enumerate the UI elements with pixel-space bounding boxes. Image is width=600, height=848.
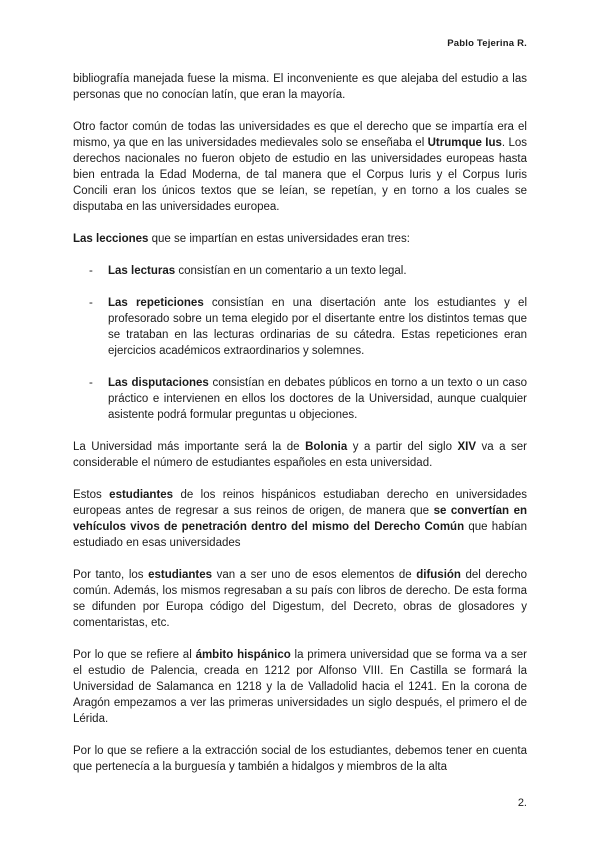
term-utrumque-ius: Utrumque Ius — [427, 137, 502, 149]
document-body — [73, 71, 527, 791]
paragraph-extraccion-social: Por lo que se refiere a la extracción social de los estudiantes, debemos tener en cuenta que pertenecía a la burguesía y también a hidalgos y miembros de la alta — [73, 745, 527, 773]
paragraph-factor-comun: Otro factor común de todas las universidades es que el derecho que se impartía era el mismo, ya que en las universidades medievales solo se enseñaba el Utrumque Ius. Los derechos nacionales no fueron objeto de estudio en las universidades europeas hasta bien entrada la Edad Moderna, de tal manera que el Corpus Iuris y el Corpus Iuris Concili eran los únicos textos que se leían, se repetían, y en torno a los cuales se disputaba en las universidades europea. — [73, 121, 527, 213]
list-item-lecturas: - Las lecturas consistían en un comentario a un texto legal. — [89, 265, 407, 277]
paragraph-bolonia: La Universidad más importante será la de Bolonia y a partir del siglo XIV va a ser considerable el número de estudiantes españoles en esta universidad. — [73, 441, 527, 469]
paragraph-bibliografia: bibliografía manejada fuese la misma. El inconveniente es que alejaba del estudio a las personas que no conocían latín, que eran la mayoría. — [73, 73, 527, 101]
page-number: 2. — [517, 797, 527, 809]
paragraph-difusion: Por tanto, los estudiantes van a ser uno de esos elementos de difusión del derecho común. Además, los mismos regresaban a su país con libros de derecho. De esta forma se difunden por Europa código del Digestum, del Decreto, obras de glosadores y comentaristas, etc. — [73, 569, 527, 629]
page-header-author: Pablo Tejerina R. — [447, 38, 527, 49]
paragraph-lecciones-intro: Las lecciones que se impartían en estas universidades eran tres: — [73, 233, 410, 245]
bullet-dash: - — [89, 377, 93, 389]
list-item-disputaciones: - Las disputaciones consistían en debates públicos en torno a un texto o un caso práctico e intervienen en ellos los doctores de la Universidad, aunque cualquier asistente podrá formular preguntas u objeciones. — [89, 377, 527, 421]
bullet-dash: - — [89, 297, 93, 309]
term-lecciones: Las lecciones — [73, 233, 149, 245]
paragraph-ambito-hispanico: Por lo que se refiere al ámbito hispánico la primera universidad que se forma va a ser el estudio de Palencia, creada en 1212 por Alfonso VIII. En Castilla se formará la Universidad de Salamanca en 1218 y la de Valladolid hacia el 1241. En la corona de Aragón empezamos a ver las primeras universidades un siglo después, el primero el de Lérida. — [73, 649, 527, 725]
paragraph-estudiantes: Estos estudiantes de los reinos hispánicos estudiaban derecho en universidades europeas antes de regresar a sus reinos de origen, de manera que se convertían en vehículos vivos de penetración dentro del mismo del Derecho Común que habían estudiado en esas universidades — [73, 489, 527, 549]
list-item-repeticiones: - Las repeticiones consistían en una disertación ante los estudiantes y el profesorado sobre un tema elegido por el disertante entre los distintos temas que se trataban en las lecturas ordinarias de su cátedra. Estas repeticiones eran ejercicios académicos extraordinarios y solemnes. — [89, 297, 527, 357]
lessons-list — [73, 263, 527, 423]
bullet-dash: - — [89, 265, 93, 277]
